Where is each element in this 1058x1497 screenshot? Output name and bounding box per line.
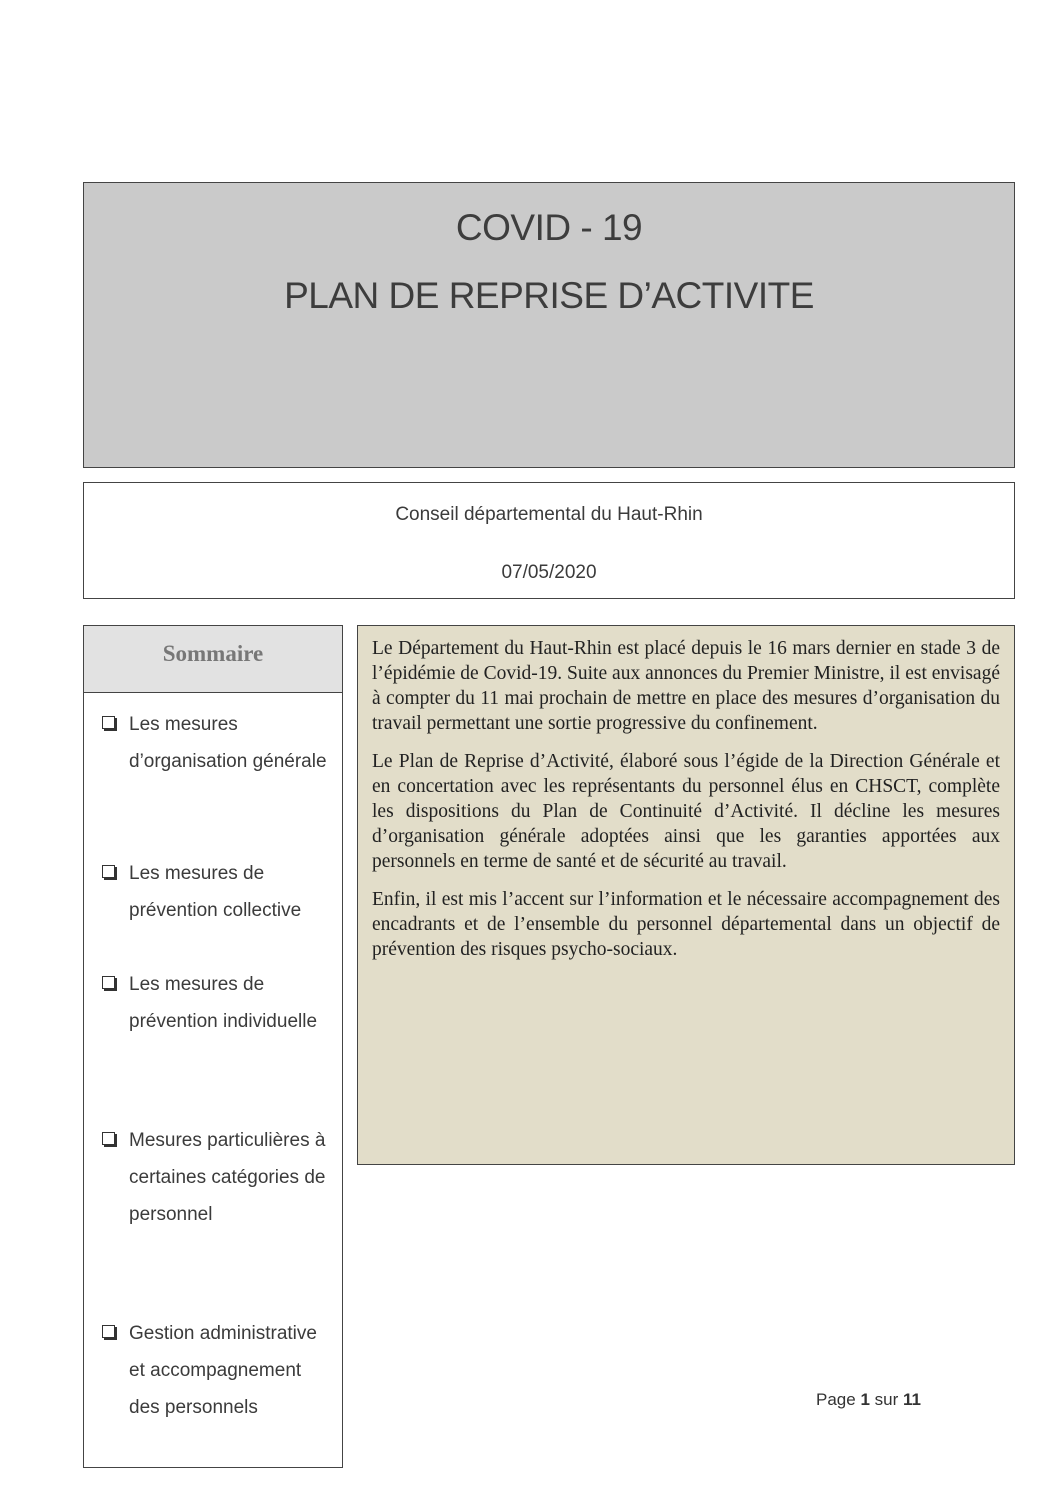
page-total: 11 (903, 1390, 921, 1409)
summary-item-label: Gestion administrative et accompagnement des personnels (129, 1323, 317, 1418)
intro-paragraph: Le Département du Haut-Rhin est placé depuis le 16 mars dernier en stade 3 de l’épidémie de Covid-19. Suite aux annonces du Premier Ministre, il est envisagé à compter du 11 mai prochain de mettre en place des mesures d’organisation du travail permettant une sortie progressive du confinement. (372, 638, 1000, 734)
organization-name: Conseil départemental du Haut-Rhin (395, 504, 703, 525)
page-separator: sur (874, 1390, 899, 1409)
document-title-line-1: COVID - 19 (455, 207, 643, 248)
document-title-line-2: PLAN DE REPRISE D’ACTIVITE (284, 275, 814, 316)
summary-item-label: Mesures particulières à certaines catégories de personnel (129, 1130, 326, 1225)
page-number (816, 1390, 921, 1410)
checkbox-icon (102, 1132, 115, 1145)
summary-heading: Sommaire (84, 626, 342, 693)
title-box (83, 182, 1015, 468)
introduction-box (357, 625, 1015, 1165)
organization-box (83, 482, 1015, 599)
summary-item-label: Les mesures de prévention individuelle (129, 974, 318, 1032)
checkbox-icon (102, 1325, 115, 1338)
checkbox-icon (102, 865, 115, 878)
summary-item-label: Les mesures d’organisation générale (129, 714, 327, 772)
page-current: 1 (860, 1390, 870, 1409)
checkbox-icon (102, 716, 115, 729)
summary-box (83, 625, 343, 1468)
summary-item-label: Les mesures de prévention collective (129, 863, 302, 921)
document-date: 07/05/2020 (501, 562, 597, 583)
page-prefix: Page (816, 1390, 856, 1409)
intro-paragraph: Enfin, il est mis l’accent sur l’information et le nécessaire accompagnement des encadrants et de l’ensemble du personnel départemental dans un objectif de prévention des risques psycho-sociaux. (372, 889, 1000, 960)
checkbox-icon (102, 976, 115, 989)
intro-paragraph: Le Plan de Reprise d’Activité, élaboré sous l’égide de la Direction Générale et en concertation avec les représentants du personnel élus en CHSCT, complète les dispositions du Plan de Continuité d’Activité. Il décline les mesures d’organisation générale adoptées ainsi que les garanties apportées aux personnels en terme de santé et de sécurité au travail. (372, 751, 1000, 872)
